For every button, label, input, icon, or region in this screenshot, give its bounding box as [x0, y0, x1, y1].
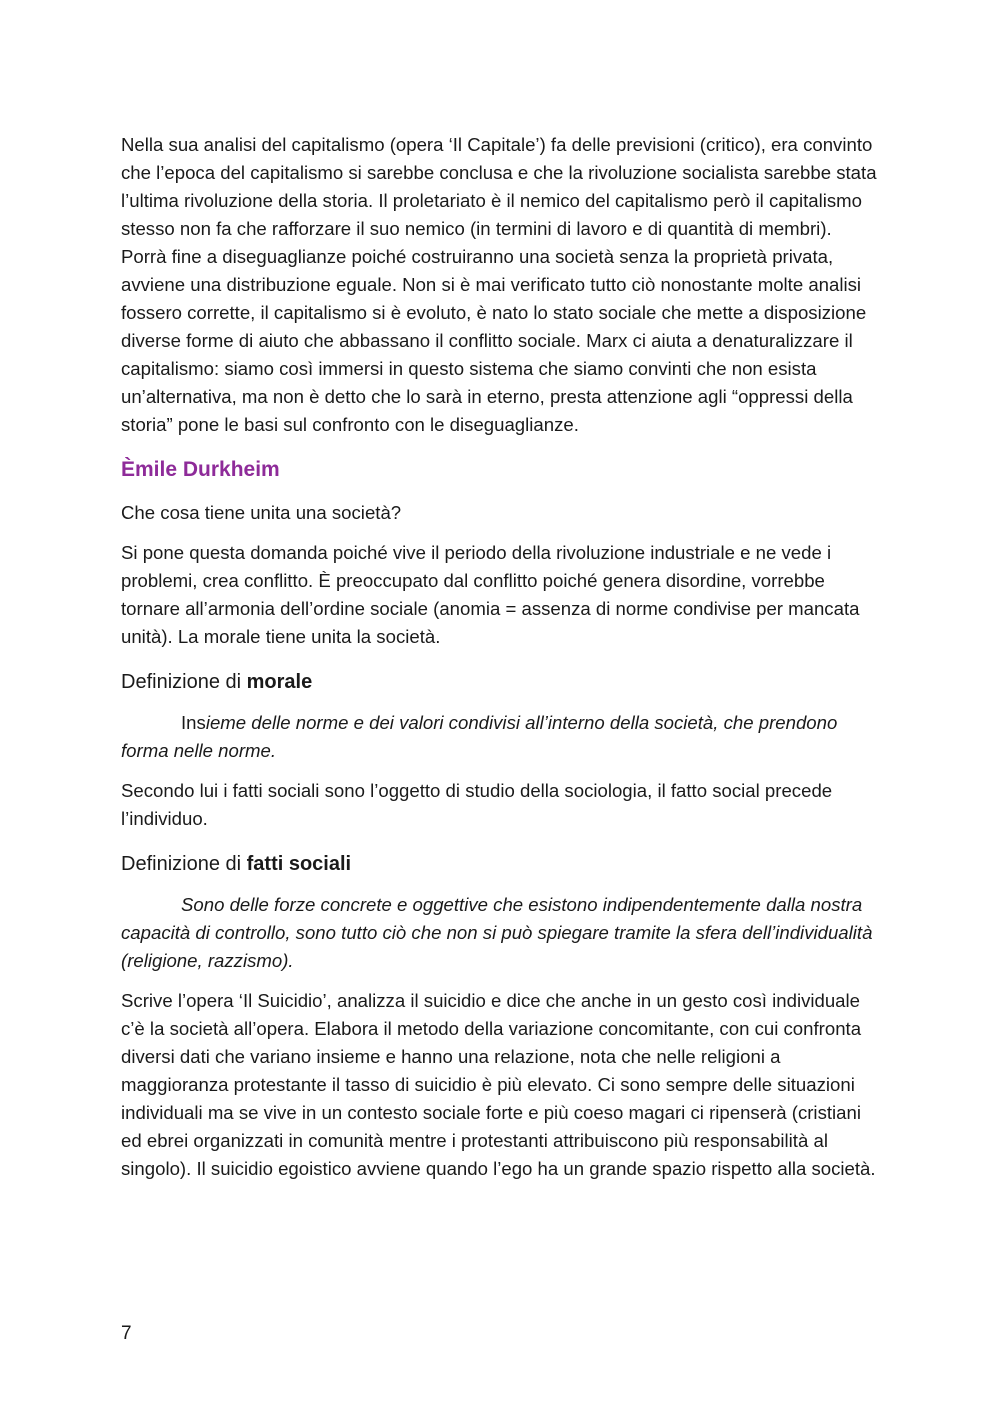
paragraph-suicidio: Scrive l’opera ‘Il Suicidio’, analizza il suicidio e dice che anche in un gesto così individuale c’è la società all’opera. Elabora il metodo della variazione concomitante, con cui confronta diversi dati che variano insieme e hanno una relazione, nota che nelle religioni a maggioranza protestante il tasso di suicidio è più elevato. Ci sono sempre delle situazioni individuali ma se vive in un contesto sociale forte e più coeso magari ci ripenserà (cristiani ed ebrei organizzati in comunità mentre i protestanti attribuiscono più responsabilità al singolo). Il suicidio egoistico avviene quando l’ego ha un grande spazio rispetto alla società.	[121, 990, 876, 1179]
quote-upright-start: Ins	[181, 712, 206, 733]
quote-italic-text: ieme delle norme e dei valori condivisi all’interno della società, che prendono forma nelle norme.	[121, 712, 838, 761]
paragraph-fatti-sociali-intro: Secondo lui i fatti sociali sono l’oggetto di studio della sociologia, il fatto social precede l’individuo.	[121, 780, 833, 829]
definition-term: fatti sociali	[246, 853, 352, 875]
page-body	[121, 131, 881, 1183]
paragraph-marx-capitalism: Nella sua analisi del capitalismo (opera ‘Il Capitale’) fa delle previsioni (critico), era convinto che l’epoca del capitalismo si sarebbe conclusa e che la rivoluzione socialista sarebbe stata l’ultima rivoluzione della storia. Il proletariato è il nemico del capitalismo però il capitalismo stesso non fa che rafforzare il suo nemico (in termini di lavoro e di quantità di membri). Porrà fine a diseguaglianze poiché costruiranno una società senza la proprietà privata, avviene una distribuzione eguale. Non si è mai verificato tutto ciò nonostante molte analisi fossero corrette, il capitalismo si è evoluto, è nato lo stato sociale che mette a disposizione diverse forme di aiuto che abbassano il conflitto sociale. Marx ci aiuta a denaturalizzare il capitalismo: siamo così immersi in questo sistema che siamo convinti che non esista un’alternativa, ma non è detto che lo sarà in eterno, presta attenzione agli “oppressi della storia” pone le basi sul confronto con le diseguaglianze.	[121, 134, 877, 435]
definition-prefix: Definizione di	[121, 671, 247, 693]
definition-term: morale	[246, 671, 313, 693]
definition-heading-fatti-sociali	[121, 849, 881, 879]
definition-heading-morale	[121, 667, 881, 697]
paragraph-question: Che cosa tiene unita una società?	[121, 502, 402, 523]
definition-prefix: Definizione di	[121, 853, 247, 875]
section-heading-durkheim: Èmile Durkheim	[121, 458, 280, 481]
page-number: 7	[121, 1323, 132, 1344]
definition-quote-fatti-sociali: Sono delle forze concrete e oggettive che esistono indipendentemente dalla nostra capacità di controllo, sono tutto ciò che non si può spiegare tramite la sfera dell’individualità (religione, razzismo).	[121, 894, 873, 971]
definition-quote-morale	[121, 709, 881, 765]
paragraph-industrial-revolution: Si pone questa domanda poiché vive il periodo della rivoluzione industriale e ne vede i problemi, crea conflitto. È preoccupato dal conflitto poiché genera disordine, vorrebbe tornare all’armonia dell’ordine sociale (anomia = assenza di norme condivise per mancata unità). La morale tiene unita la società.	[121, 542, 860, 647]
